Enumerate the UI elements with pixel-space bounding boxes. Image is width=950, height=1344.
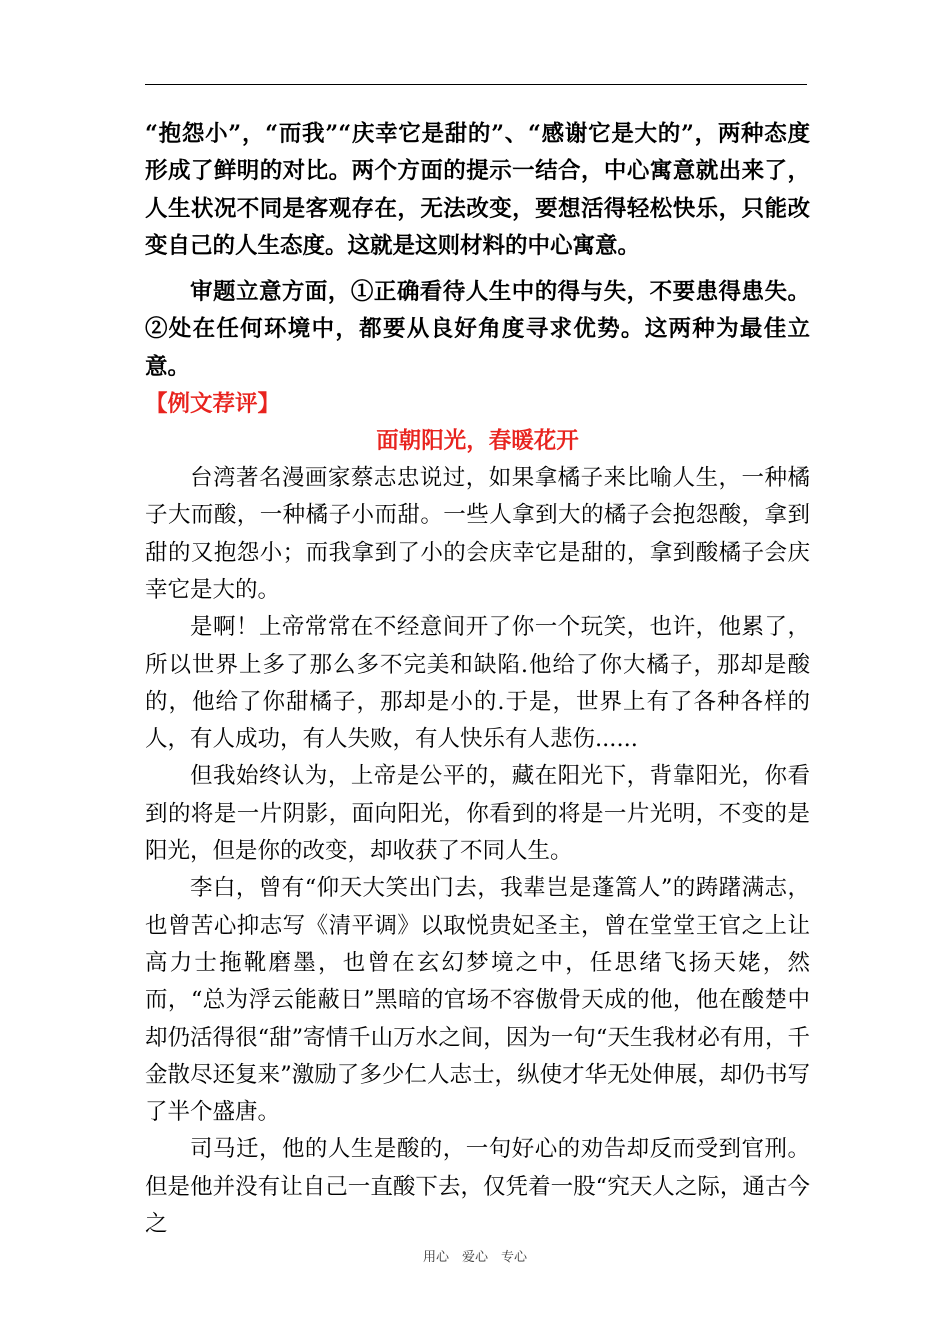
document-body	[145, 116, 810, 1243]
page-footer: 用心 爱心 专心	[422, 1250, 527, 1265]
essay-paragraph: 是啊！上帝常常在不经意间开了你一个玩笑，也许，他累了，所以世界上多了那么多不完美和缺陷.他给了你大橘子，那却是酸的，他给了你甜橘子，那却是小的.于是，世界上有了各种各样的人，有人成功，有人失败，有人快乐有人悲伤......	[145, 614, 810, 753]
intro-paragraph: “抱怨小”，“而我”“庆幸它是甜的”、“感谢它是大的”，两种态度形成了鲜明的对比。两个方面的提示一结合，中心寓意就出来了，人生状况不同是客观存在，无法改变，要想活得轻松快乐，只能改变自己的人生态度。这就是这则材料的中心寓意。	[145, 121, 810, 259]
thesis-paragraph: 审题立意方面，①正确看待人生中的得与失，不要患得患失。②处在任何环境中，都要从良好角度寻求优势。这两种为最佳立意。	[145, 279, 810, 380]
essay-title: 面朝阳光，春暖花开	[376, 428, 579, 455]
essay-paragraph: 李白，曾有“仰天大笑出门去，我辈岂是蓬篙人”的踌躇满志，也曾苦心抑志写《清平调》以取悦贵妃圣主，曾在堂堂王官之上让高力士拖靴磨墨，也曾在玄幻梦境之中，任思绪飞扬天姥，然而，“总为浮云能蔽日”黑暗的官场不容傲骨天成的他，他在酸楚中却仍活得很“甜”寄情千山万水之间，因为一句“天生我材必有用，千金散尽还复来”激励了多少仁人志士，纵使才华无处伸展，却仍书写了半个盛唐。	[145, 875, 810, 1126]
essay-paragraph: 但我始终认为，上帝是公平的，藏在阳光下，背靠阳光，你看到的将是一片阴影，面向阳光，你看到的将是一片光明，不变的是阳光，但是你的改变，却收获了不同人生。	[145, 763, 810, 865]
header-rule	[145, 84, 807, 85]
essay-paragraph: 台湾著名漫画家蔡志忠说过，如果拿橘子来比喻人生，一种橘子大而酸，一种橘子小而甜。一些人拿到大的橘子会抱怨酸，拿到甜的又抱怨小；而我拿到了小的会庆幸它是甜的，拿到酸橘子会庆幸它是大的。	[145, 465, 810, 603]
essay-paragraph: 司马迁，他的人生是酸的，一句好心的劝告却反而受到官刑。但是他并没有让自己一直酸下去，仅凭着一股“究天人之际，通古今之	[145, 1136, 810, 1238]
section-label: 【例文荐评】	[145, 391, 281, 418]
